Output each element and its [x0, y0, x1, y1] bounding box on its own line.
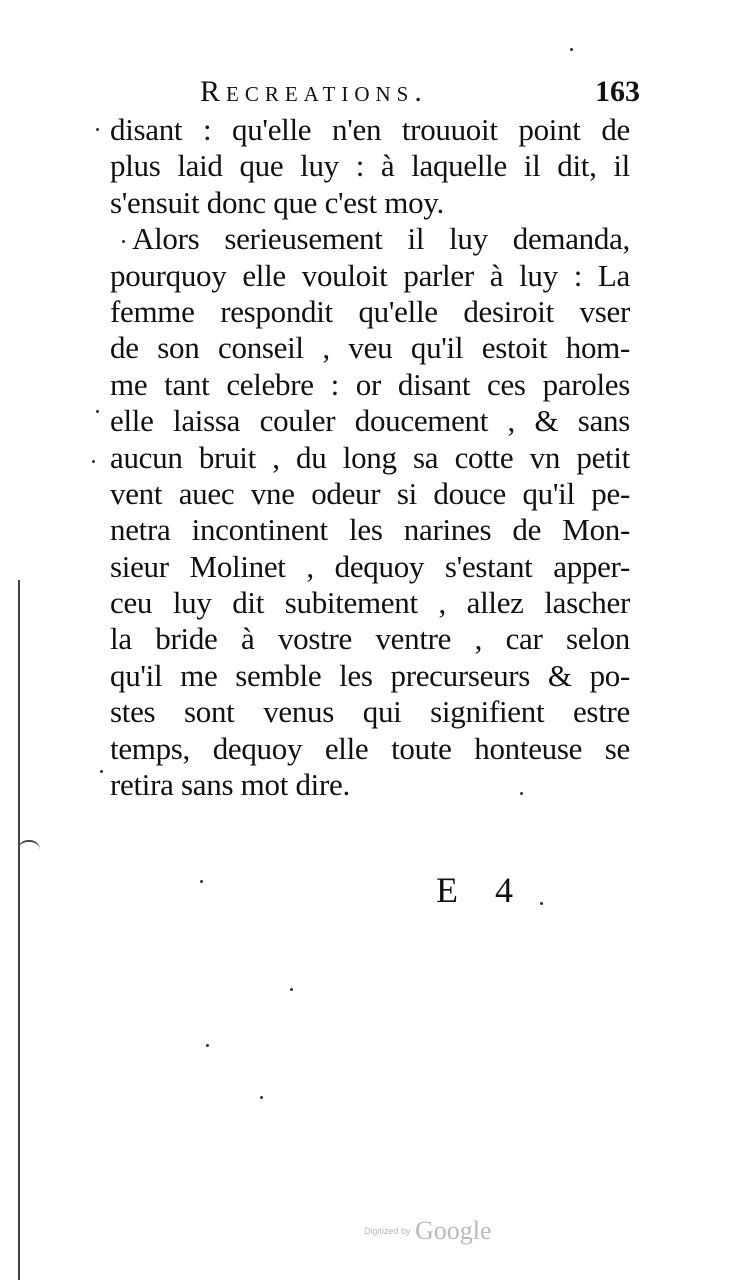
running-head: Recreations.: [200, 75, 428, 108]
ink-speck: [570, 48, 573, 51]
body-text: [110, 112, 630, 803]
text-line: netra incontinent les narines de Mon-: [110, 512, 630, 548]
ink-speck: [96, 410, 99, 413]
text-line: qu'il me semble les precurseurs & po-: [110, 657, 630, 693]
text-line: s'ensuit donc que c'est moy.: [110, 184, 444, 220]
signature-mark: E 4: [436, 870, 527, 910]
text-line: retira sans mot dire.: [110, 767, 350, 803]
text-line: vent auec vne odeur si douce qu'il pe-: [110, 475, 630, 511]
ink-speck: [200, 880, 203, 883]
text-line: temps, dequoy elle toute honteuse se: [110, 730, 630, 766]
text-line: la bride à vostre ventre , car selon: [110, 621, 630, 657]
text-line: plus laid que luy : à laquelle il dit, il: [110, 148, 630, 184]
ink-speck: [96, 128, 99, 131]
ink-speck: [206, 1044, 209, 1047]
text-line: femme respondit qu'elle desiroit vser: [110, 293, 630, 329]
page-edge-hook: [18, 840, 40, 860]
text-line: pourquoy elle vouloit parler à luy : La: [110, 257, 630, 293]
text-line: sieur Molinet , dequoy s'estant apper-: [110, 548, 630, 584]
digitization-watermark: [364, 1216, 492, 1246]
text-line: me tant celebre : or disant ces paroles: [110, 366, 630, 402]
watermark-brand: Google: [414, 1216, 492, 1245]
watermark-prefix: Digitized by: [364, 1226, 411, 1236]
ink-speck: [100, 770, 103, 773]
page-header: [200, 70, 640, 114]
ink-speck: [260, 1096, 263, 1099]
text-line: ceu luy dit subitement , allez lascher: [110, 585, 630, 621]
text-line: de son conseil , veu qu'il estoit hom-: [110, 330, 630, 366]
text-line: aucun bruit , du long sa cotte vn petit: [110, 439, 630, 475]
page-edge-line: [18, 580, 20, 1280]
ink-speck: [290, 988, 293, 991]
text-line: disant : qu'elle n'en trouuoit point de: [110, 112, 630, 147]
ink-speck: [92, 460, 95, 463]
text-line: Alors serieusement il luy demanda,: [132, 221, 630, 257]
ink-speck: [540, 902, 543, 905]
page-number: 163: [595, 75, 640, 108]
text-line: elle laissa couler doucement , & sans: [110, 403, 630, 439]
text-line: stes sont venus qui signifient estre: [110, 694, 630, 730]
